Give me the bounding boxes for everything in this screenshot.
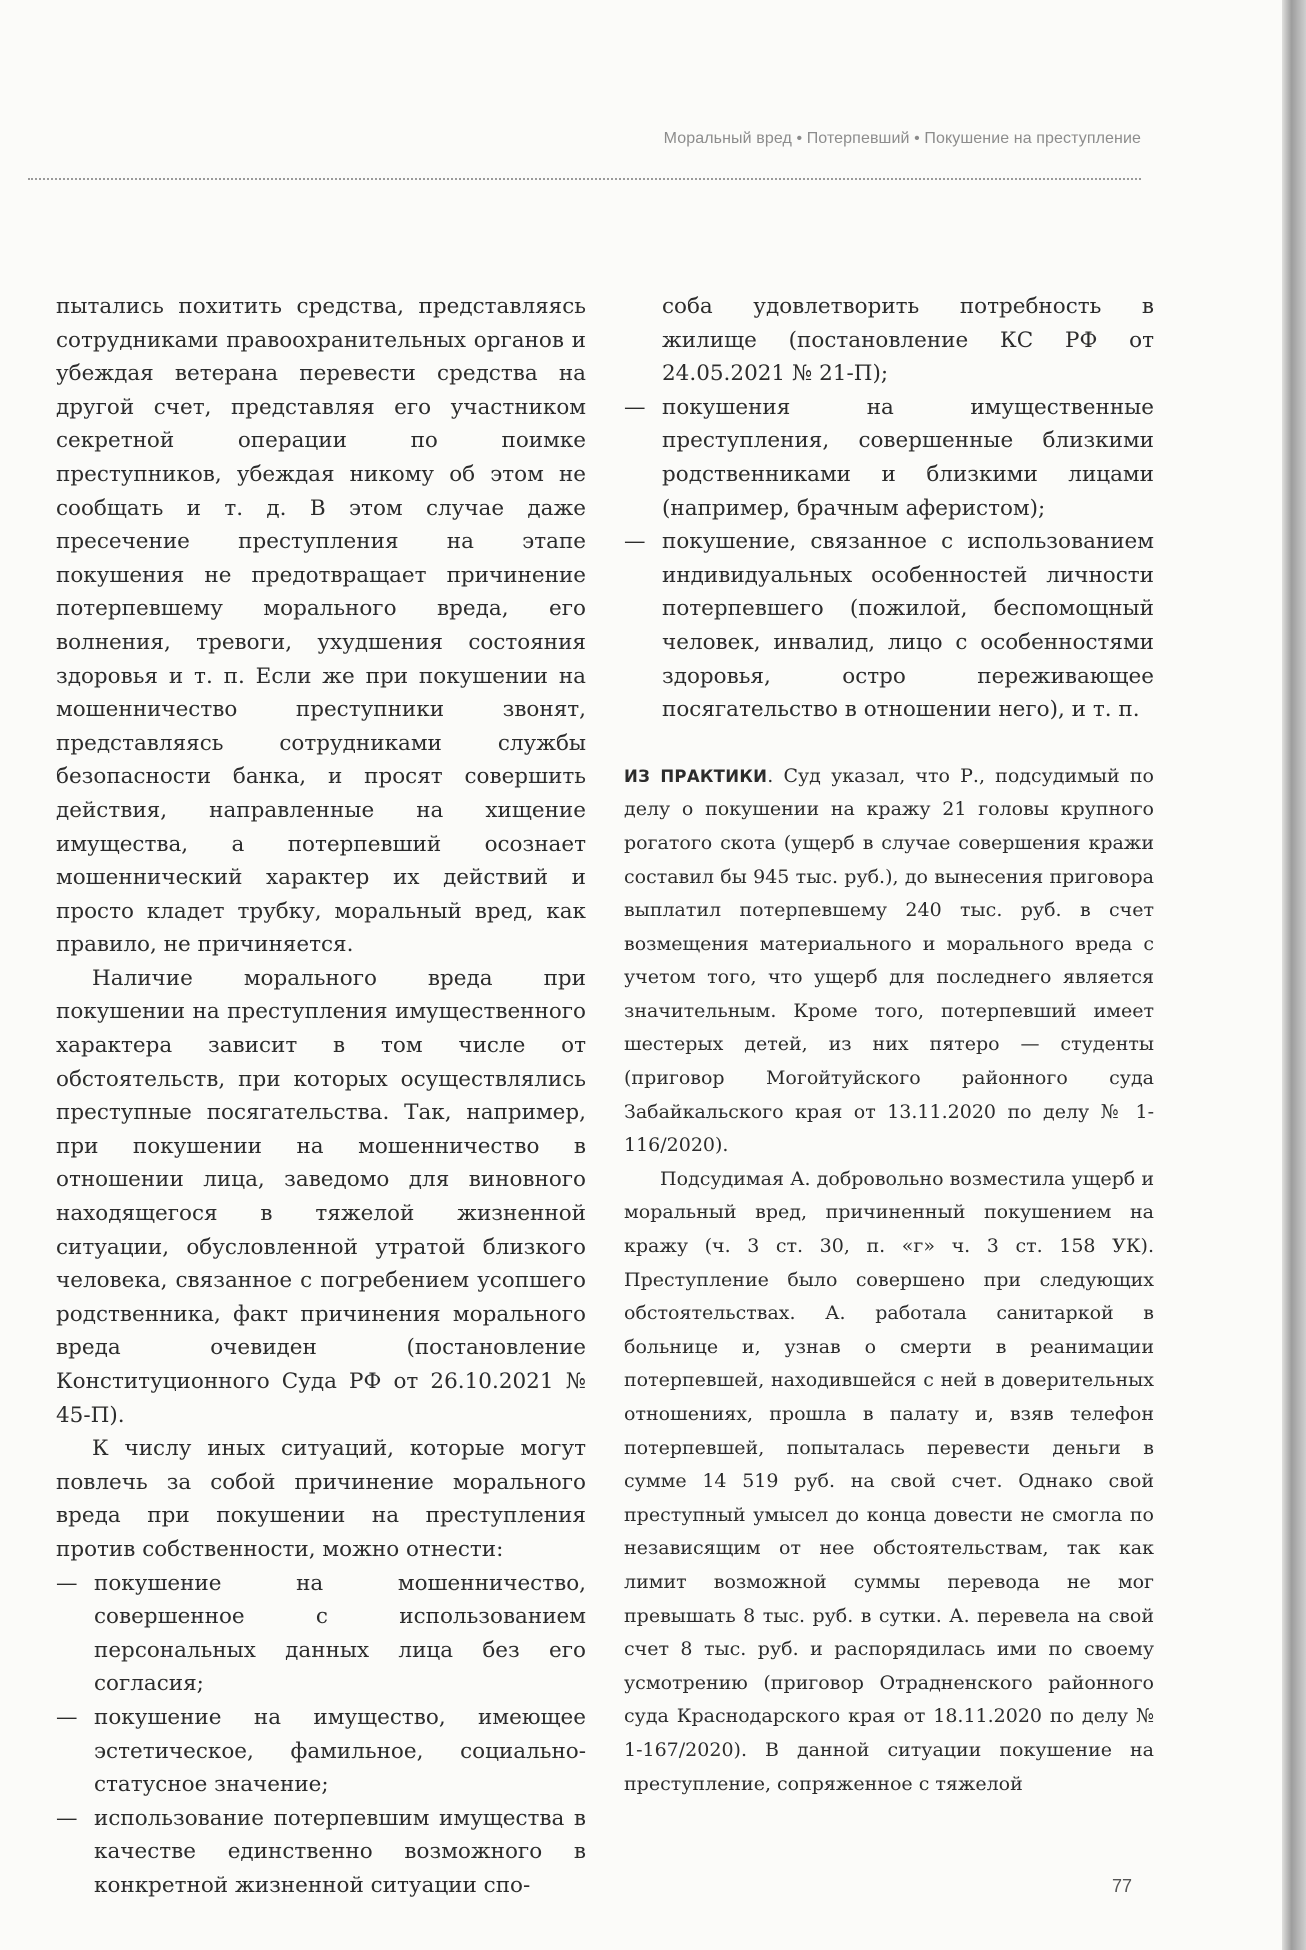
list-item-continuation: соба удовлетворить потребность в жилище (постановление КС РФ от 24.05.2021 № 21-П); xyxy=(662,294,1154,387)
paragraph-2: Наличие морального вреда при покушении на преступления имущественного характера зависит в том числе от обстоятельств, при которых осуществлялись преступные посягательства. Так, например, при покушении на мошенничество в отношении лица, заведомо для виновного находящегося в тяжелой жизненной ситуации, обусловленной утратой близкого человека, связанное с погребением усопшего родственника, факт причинения морального вреда очевиден (постановление Конституционного Суда РФ от 26.10.2021 № 45-П). xyxy=(56,965,586,1428)
running-head: Моральный вред • Потерпевший • Покушение на преступление xyxy=(663,130,1141,147)
list-item xyxy=(56,1701,586,1802)
practice-paragraph-1 xyxy=(624,760,1154,1163)
list-item xyxy=(624,391,1154,525)
left-column xyxy=(56,290,586,1903)
list-item-text: покушение на имущество, имеющее эстетическое, фамильное, социально-статусное значение; xyxy=(94,1704,586,1798)
page-edge-shadow xyxy=(1282,0,1306,1950)
dash-marker: — xyxy=(56,1805,78,1831)
list-item xyxy=(624,525,1154,727)
list-item-text: использование потерпевшим имущества в качестве единственно возможного в конкретной жизненной ситуации спо- xyxy=(94,1805,586,1898)
page-number: 77 xyxy=(1111,1876,1132,1896)
paragraph-1: пытались похитить средства, представляясь сотрудниками правоохранительных органов и убеждая ветерана перевести средства на другой счет, представляя его участником секретной операции по поимке преступников, убеждая никому об этом не сообщать и т. д. В этом случае даже пресечение преступления на этапе покушения не предотвращает причинение потерпевшему морального вреда, его волнения, тревоги, ухудшения состояния здоровья и т. п. Если же при покушении на мошенничество преступники звонят, представляясь сотрудниками службы безопасности банка, и просят совершить действия, направленные на хищение имущества, а потерпевший осознает мошеннический характер их действий и просто кладет трубку, моральный вред, как правило, не причиняется. xyxy=(56,294,586,958)
dash-marker: — xyxy=(624,529,646,555)
list-item-text: покушение, связанное с использованием индивидуальных особенностей личности потерпевшего (пожилой, беспомощный человек, инвалид, лицо с особенностями здоровья, остро переживающее посягательство в отношении него), и т. п. xyxy=(662,529,1154,723)
list-item-text: покушения на имущественные преступления, совершенные близкими родственниками и близкими лицами (например, брачным аферистом); xyxy=(662,394,1154,521)
right-column xyxy=(624,290,1154,1801)
practice-label: ИЗ ПРАКТИКИ xyxy=(624,766,768,786)
practice-text: . Суд указал, что Р., подсудимый по делу о покушении на кражу 21 головы крупного рогатого скота (ущерб в случае совершения кражи составил бы 945 тыс. руб.), до вынесения приговора выплатил потерпевшему 240 тыс. руб. в счет возмещения материального и морального вреда с учетом того, что ущерб для последнего является значительным. Кроме того, потерпевший имеет шестерых детей, из них пятеро — студенты (приговор Могойтуйского районного суда Забайкальского края от 13.11.2020 по делу № 1-116/2020). xyxy=(624,764,1154,1157)
list-item-text: покушение на мошенничество, совершенное с использованием персональных данных лица без его согласия; xyxy=(94,1570,586,1697)
dash-marker: — xyxy=(56,1704,78,1730)
header-dotted-rule xyxy=(28,178,1141,180)
dash-marker: — xyxy=(624,394,646,420)
dash-marker: — xyxy=(56,1570,78,1596)
paragraph-3: К числу иных ситуаций, которые могут повлечь за собой причинение морального вреда при покушении на преступления против собственности, можно отнести: xyxy=(56,1436,586,1562)
list-item xyxy=(56,1802,586,1903)
list-item xyxy=(56,1567,586,1701)
practice-paragraph-2: Подсудимая А. добровольно возместила ущерб и моральный вред, причиненный покушением на кражу (ч. 3 ст. 30, п. «г» ч. 3 ст. 158 УК). Преступление было совершено при следующих обстоятельствах. А. работала санитаркой в больнице и, узнав о смерти в реанимации потерпевшей, находившейся с ней в доверительных отношениях, прошла в палату и, взяв телефон потерпевшей, попыталась перевести деньги в сумме 14 519 руб. на свой счет. Однако свой преступный умысел до конца довести не смогла по независящим от нее обстоятельствам, так как лимит возможной суммы перевода не мог превышать 8 тыс. руб. в сутки. А. перевела на свой счет 8 тыс. руб. и распорядилась ими по своему усмотрению (приговор Отрадненского районного суда Краснодарского края от 18.11.2020 по делу № 1-167/2020). В данной ситуации покушение на преступление, сопряженное с тяжелой xyxy=(624,1167,1154,1795)
